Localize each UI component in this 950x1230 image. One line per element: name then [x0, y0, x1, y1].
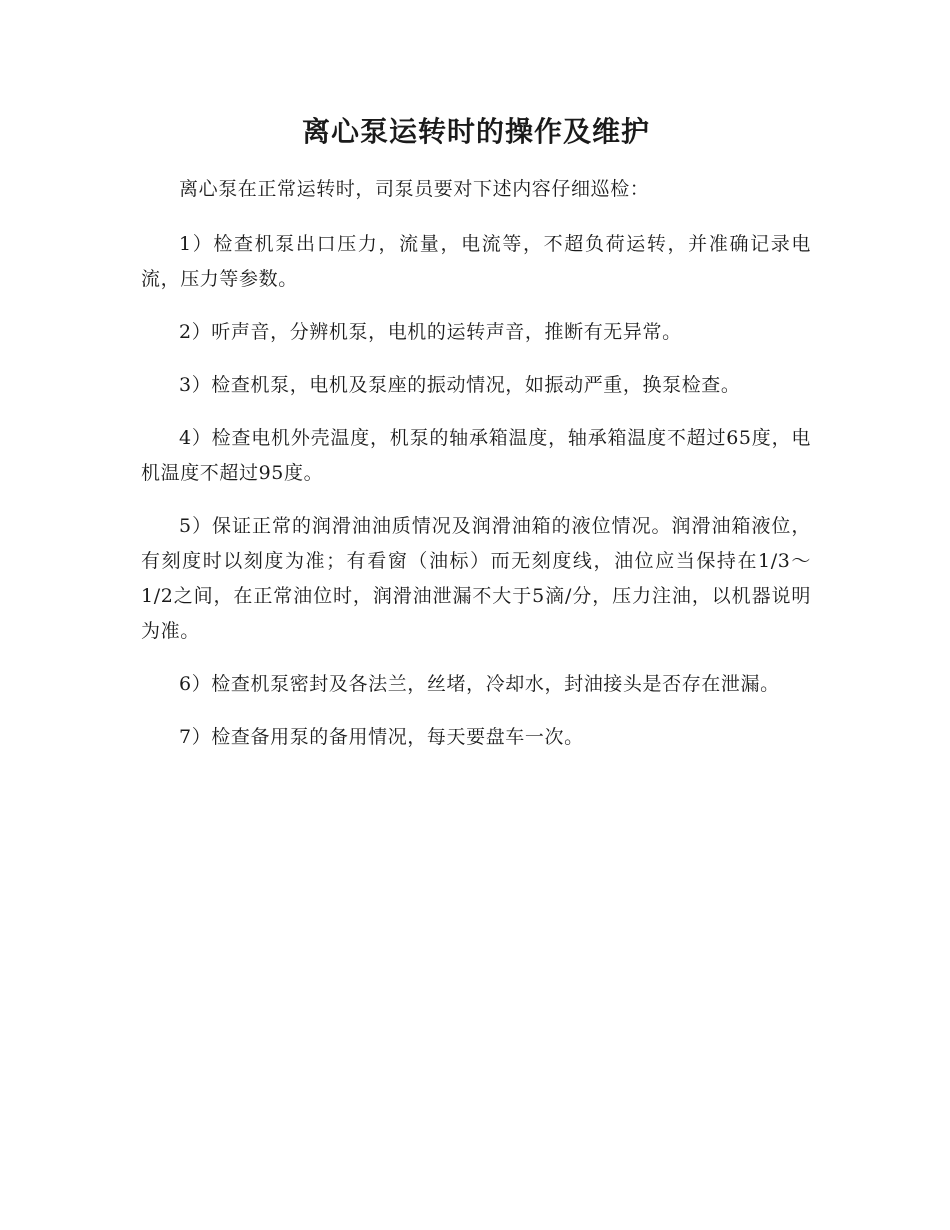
inspection-item-2: 2）听声音，分辨机泵，电机的运转声音，推断有无异常。: [179, 321, 682, 343]
document-title: 离心泵运转时的操作及维护: [301, 115, 650, 148]
inspection-item-1: 1）检查机泵出口压力，流量，电流等，不超负荷运转，并准确记录电流，压力等参数。: [141, 233, 811, 290]
inspection-item-6: 6）检查机泵密封及各法兰，丝堵，冷却水，封油接头是否存在泄漏。: [179, 673, 780, 695]
intro-paragraph: 离心泵在正常运转时，司泵员要对下述内容仔细巡检：: [179, 178, 650, 200]
inspection-item-4: 4）检查电机外壳温度，机泵的轴承箱温度，轴承箱温度不超过65度，电机温度不超过95度。: [141, 427, 811, 484]
inspection-item-7: 7）检查备用泵的备用情况，每天要盘车一次。: [179, 726, 584, 748]
inspection-item-3: 3）检查机泵，电机及泵座的振动情况，如振动严重，换泵检查。: [179, 374, 741, 396]
document-body: [141, 112, 811, 773]
inspection-item-5: 5）保证正常的润滑油油质情况及润滑油箱的液位情况。润滑油箱液位，有刻度时以刻度为准；有看窗（油标）而无刻度线，油位应当保持在1/3～1/2之间，在正常油位时，润滑油泄漏不大于5滴/分，压力注油，以机器说明为准。: [141, 515, 811, 642]
